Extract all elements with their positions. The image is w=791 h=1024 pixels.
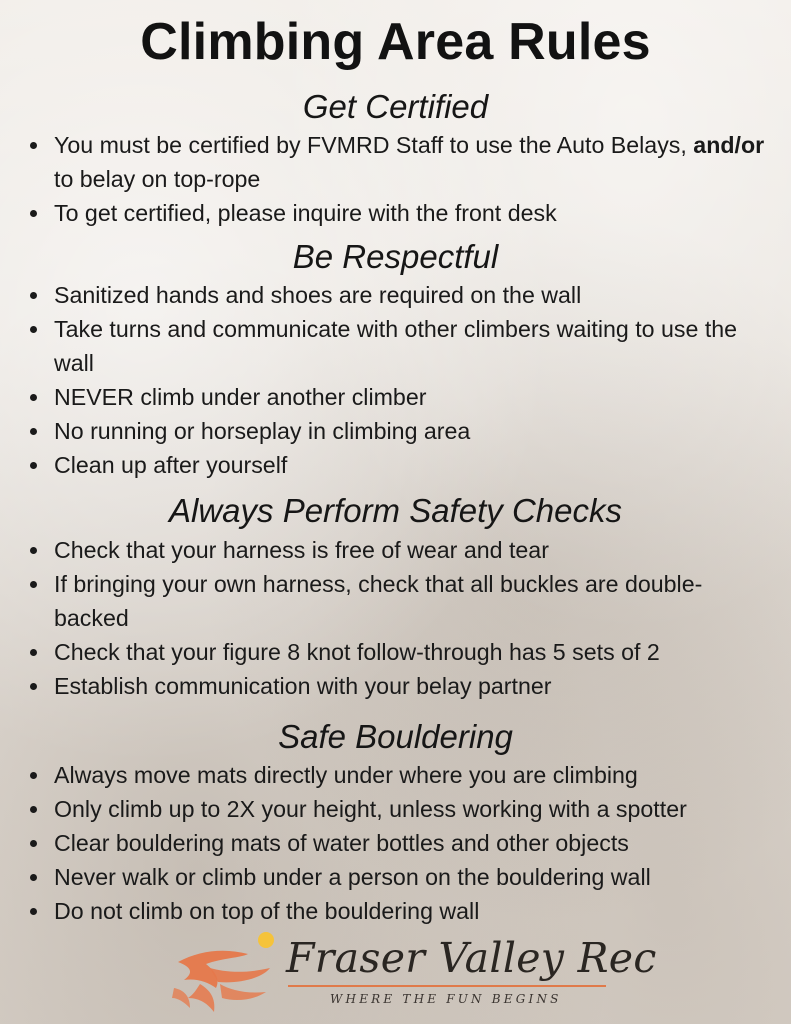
list-item: Check that your figure 8 knot follow-through has 5 sets of 2: [0, 635, 791, 669]
list-item: Clear bouldering mats of water bottles and other objects: [0, 826, 791, 860]
logo-underline: [288, 985, 606, 987]
list-item: You must be certified by FVMRD Staff to use the Auto Belays, and/or to belay on top-rope: [0, 128, 791, 196]
rules-list-safe-bouldering: [0, 758, 791, 928]
rules-list-safety-checks: [0, 533, 791, 703]
page-title: Climbing Area Rules: [140, 13, 651, 71]
sun-icon: [258, 932, 274, 948]
list-item: Do not climb on top of the bouldering wall: [0, 894, 791, 928]
list-item: To get certified, please inquire with the front desk: [0, 196, 791, 230]
list-item: If bringing your own harness, check that all buckles are double-backed: [0, 567, 791, 635]
list-item: Sanitized hands and shoes are required on the wall: [0, 278, 791, 312]
list-item: Take turns and communicate with other climbers waiting to use the wall: [0, 312, 791, 380]
logo-wordmark: Fraser Valley Rec: [286, 934, 657, 982]
section-heading-be-respectful: Be Respectful: [292, 238, 499, 275]
rules-list-be-respectful: [0, 278, 791, 482]
rules-list-get-certified: [0, 128, 791, 230]
list-item: Establish communication with your belay partner: [0, 669, 791, 703]
list-item: Check that your harness is free of wear and tear: [0, 533, 791, 567]
section-heading-safe-bouldering: Safe Bouldering: [278, 718, 513, 755]
fraser-valley-rec-logo: [170, 928, 657, 1020]
list-item: Always move mats directly under where you are climbing: [0, 758, 791, 792]
list-item: Clean up after yourself: [0, 448, 791, 482]
and-or-emphasis: and/or: [693, 132, 765, 158]
section-heading-get-certified: Get Certified: [302, 88, 489, 125]
logo-tagline: WHERE THE FUN BEGINS: [330, 992, 562, 1006]
running-figure-logo-icon: [170, 928, 280, 1018]
section-heading-safety-checks: Always Perform Safety Checks: [169, 492, 622, 529]
list-item: NEVER climb under another climber: [0, 380, 791, 414]
list-item: Only climb up to 2X your height, unless working with a spotter: [0, 792, 791, 826]
list-item: No running or horseplay in climbing area: [0, 414, 791, 448]
list-item: Never walk or climb under a person on the bouldering wall: [0, 860, 791, 894]
